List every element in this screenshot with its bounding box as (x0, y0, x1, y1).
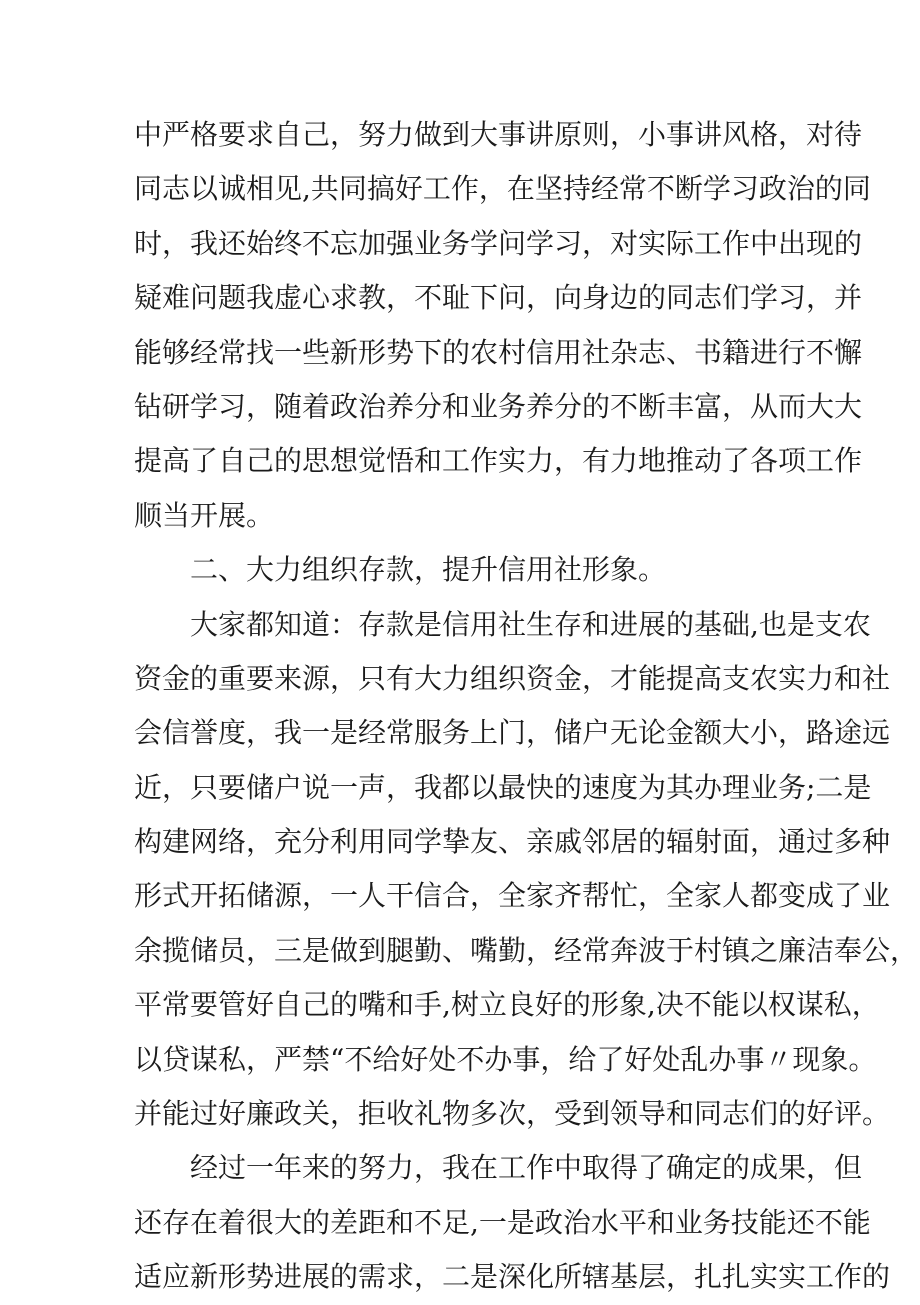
document-body (134, 108, 919, 1305)
paragraph-3 (134, 1141, 891, 1304)
text-line: 大家都知道：存款是信用社生存和进展的基础,也是支农 (190, 607, 871, 641)
text-line: 时，我还始终不忘加强业务学问学习，对实际工作中出现的 (134, 226, 863, 260)
text-line: 平常要管好自己的嘴和手,树立良好的形象,决不能以权谋私， (134, 988, 880, 1022)
text-line: 提高了自己的思想觉悟和工作实力，有力地推动了各项工作 (134, 444, 863, 478)
text-line: 构建网络，充分利用同学挚友、亲戚邻居的辐射面，通过多种 (134, 825, 891, 859)
text-line: 会信誉度，我一是经常服务上门，储户无论金额大小，路途远 (134, 716, 891, 750)
text-line: 还存在着很大的差距和不足,一是政治水平和业务技能还不能 (134, 1205, 871, 1239)
text-line: 经过一年来的努力，我在工作中取得了确定的成果，但 (190, 1151, 863, 1185)
text-line: 疑难问题我虚心求教，不耻下问，向身边的同志们学习，并 (134, 281, 863, 315)
text-line: 余揽储员，三是做到腿勤、嘴勤，经常奔波于村镇之廉洁奉公， (134, 933, 919, 967)
paragraph-1 (134, 108, 871, 543)
text-line: 以贷谋私，严禁“不给好处不办事，给了好处乱办事〃现象。 (134, 1042, 877, 1076)
text-line: 并能过好廉政关，拒收礼物多次，受到领导和同志们的好评。 (134, 1097, 891, 1131)
text-line: 同志以诚相见,共同搞好工作，在坚持经常不断学习政治的同 (134, 172, 871, 206)
text-line: 钻研学习，随着政治养分和业务养分的不断丰富，从而大大 (134, 389, 863, 423)
section-heading: 二、大力组织存款，提升信用社形象。 (190, 553, 667, 587)
text-line: 形式开拓储源，一人干信合，全家齐帮忙，全家人都变成了业 (134, 879, 891, 913)
text-line: 中严格要求自己，努力做到大事讲原则，小事讲风格，对待 (134, 118, 863, 151)
paragraph-2 (134, 598, 919, 1142)
text-line: 近，只要储户说一声，我都以最快的速度为其办理业务;二是 (134, 770, 872, 804)
text-line: 顺当开展。 (134, 498, 275, 532)
text-line: 资金的重要来源，只有大力组织资金，才能提高支农实力和社 (134, 661, 891, 695)
text-line: 能够经常找一些新形势下的农村信用社杂志、书籍进行不懈 (134, 335, 863, 369)
text-line: 适应新形势进展的需求，二是深化所辖基层，扎扎实实工作的 (134, 1260, 891, 1294)
